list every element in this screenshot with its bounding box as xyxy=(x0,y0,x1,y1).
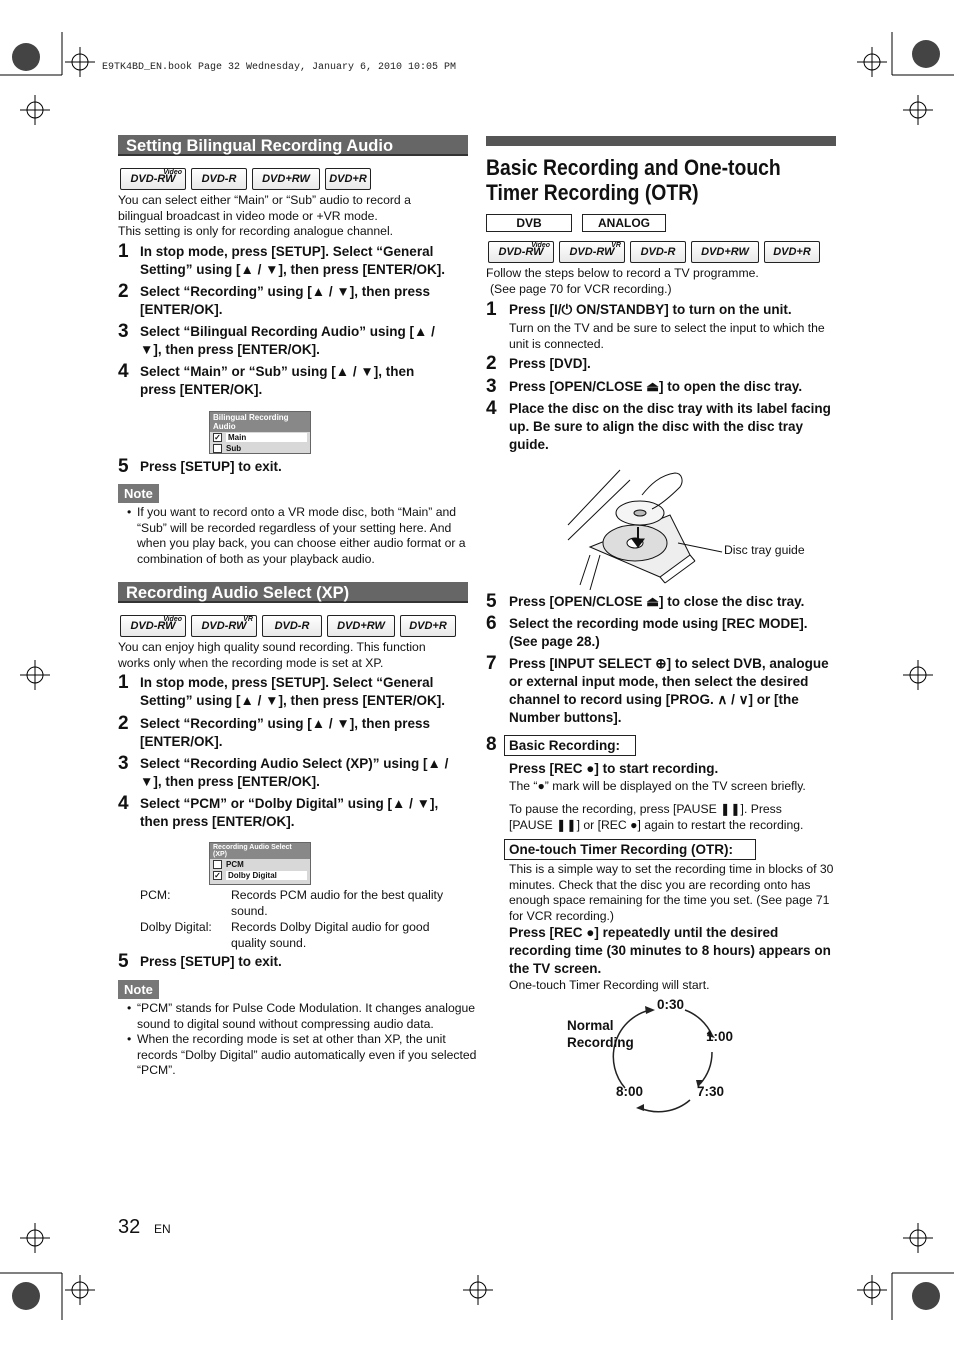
badge: DVD+RW xyxy=(252,168,320,190)
menu-row: PCM xyxy=(210,859,310,870)
def-desc: Records PCM audio for the best quality sound. xyxy=(231,888,444,918)
section-title-xp: Recording Audio Select (XP) xyxy=(118,582,468,603)
cycle-normal-label: Normal Recording xyxy=(567,1018,634,1050)
intro-text: You can enjoy high quality sound recording. This function works only when the recording mode is set at XP. xyxy=(118,640,426,670)
badge: DVD+RW xyxy=(327,615,395,637)
otr-desc: This is a simple way to set the recording time in blocks of 30 minutes. Check that the disc you are recording onto has enough space remaining for the time you set. (See page 71 for VCR recording.) xyxy=(509,862,834,923)
step-sub: One-touch Timer Recording will start. xyxy=(509,978,710,992)
badge: DVD-R xyxy=(262,615,322,637)
badge: DVD+R xyxy=(400,615,456,637)
page-number: 32 xyxy=(118,1216,141,1238)
step-text: Press [SETUP] to exit. xyxy=(140,459,282,474)
step-text: Place the disc on the disc tray with its label facing up. Be sure to align the disc with the disc tray guide. xyxy=(509,401,831,452)
step-number: 5 xyxy=(486,591,497,612)
step-sub: To pause the recording, press [PAUSE ❚❚]. Press [PAUSE ❚❚] or [REC ●] again to restart the recording. xyxy=(509,802,804,832)
badge: VR DVD-RW xyxy=(559,241,625,263)
menu-title: Bilingual Recording Audio xyxy=(210,412,310,432)
header-line: E9TK4BD_EN.book Page 32 Wednesday, January 6, 2010 10:05 PM xyxy=(102,62,457,73)
basic-recording-label: Basic Recording: xyxy=(504,735,636,756)
def-desc: Records Dolby Digital audio for good quality sound. xyxy=(231,920,430,950)
note-item: • “PCM” stands for Pulse Code Modulation. It changes analogue sound to digital sound without compressing audio data. xyxy=(137,1001,477,1032)
step-text: Press [OPEN/CLOSE ⏏] to open the disc tray. xyxy=(509,379,803,394)
note-list-1 xyxy=(127,505,477,567)
badge: DVD+RW xyxy=(691,241,759,263)
step-text: Press [I/⏻ ON/STANDBY] to turn on the unit. xyxy=(509,302,792,317)
menu-title: Recording Audio Select (XP) xyxy=(210,843,310,859)
step-text: Select “Recording” using [▲ / ▼], then press [ENTER/OK]. xyxy=(140,284,431,317)
def-term: Dolby Digital: xyxy=(140,920,212,934)
step-text: Select “PCM” or “Dolby Digital” using [▲ / ▼], then press [ENTER/OK]. xyxy=(140,796,439,829)
step-number: 1 xyxy=(118,241,129,262)
step-sub: Turn on the TV and be sure to select the input to which the unit is connected. xyxy=(509,321,825,351)
note-item: • When the recording mode is set at other than XP, the unit records “Dolby Digital” audio automatically even if you selected “PCM”. xyxy=(137,1032,477,1079)
cycle-t3: 7:30 xyxy=(697,1084,725,1099)
menu-row: Sub xyxy=(210,443,310,454)
step-text: Select “Bilingual Recording Audio” using [▲ / ▼], then press [ENTER/OK]. xyxy=(140,324,435,357)
intro-text xyxy=(118,193,448,240)
step-number: 7 xyxy=(486,653,497,674)
step-number: 5 xyxy=(118,951,129,972)
intro-text xyxy=(486,266,836,297)
step-sub: The “●” mark will be displayed on the TV screen briefly. xyxy=(509,779,806,793)
step-text: Press [DVD]. xyxy=(509,356,591,371)
disc-tray-illustration xyxy=(560,465,740,590)
disc-badges-3 xyxy=(488,241,820,263)
badge: DVD-R xyxy=(630,241,686,263)
step-number: 4 xyxy=(118,793,129,814)
note-label: Note xyxy=(118,980,159,999)
step-number: 1 xyxy=(486,299,497,320)
step-number: 6 xyxy=(486,613,497,634)
cycle-t2: 1:00 xyxy=(706,1029,734,1044)
tab-analog: ANALOG xyxy=(582,214,666,232)
intro-line: You can select either “Main” or “Sub” audio to record a bilingual broadcast in video mode or +VR mode. xyxy=(118,193,411,223)
intro-line: Follow the steps below to record a TV programme. xyxy=(486,266,759,280)
disc-tray-guide-label: Disc tray guide xyxy=(724,543,805,557)
intro-line: (See page 70 for VCR recording.) xyxy=(490,281,672,296)
badge: Video DVD-RW xyxy=(488,241,554,263)
step-text: Press [INPUT SELECT ⊕] to select DVB, analogue or external input mode, then select the desired channel to record using [PROG. ∧ / ∨] or [the Number buttons]. xyxy=(509,656,829,725)
badge: VR DVD-RW xyxy=(191,615,257,637)
page-title: Basic Recording and One-touch Timer Recording (OTR) xyxy=(486,155,781,205)
step-text: Press [REC ●] to start recording. xyxy=(509,761,719,776)
menu-row: ✓ Main xyxy=(210,432,310,443)
badge: DVD+R xyxy=(764,241,820,263)
language-code: EN xyxy=(154,1222,171,1236)
title-bar xyxy=(486,136,836,146)
tab-dvb: DVB xyxy=(486,214,572,232)
def-term: PCM: xyxy=(140,888,171,902)
menu-screenshot-xp xyxy=(209,842,311,885)
step-text: Press [OPEN/CLOSE ⏏] to close the disc tray. xyxy=(509,594,805,609)
disc-badges-2 xyxy=(120,615,456,637)
step-number: 3 xyxy=(486,376,497,397)
step-number: 2 xyxy=(118,281,129,302)
cycle-t1: 0:30 xyxy=(657,997,685,1012)
badge: DVD-R xyxy=(191,168,247,190)
menu-screenshot-bilingual xyxy=(209,411,311,454)
step-number: 3 xyxy=(118,321,129,342)
step-text: Press [SETUP] to exit. xyxy=(140,954,282,969)
note-item: • If you want to record onto a VR mode disc, both “Main” and “Sub” will be recorded regardless of your setting here. And when you play back, you can choose either audio format or a combination of both as your playback audio. xyxy=(137,505,477,567)
badge: Video DVD-RW xyxy=(120,168,186,190)
step-text: Select “Main” or “Sub” using [▲ / ▼], then press [ENTER/OK]. xyxy=(140,364,415,397)
step-number: 1 xyxy=(118,672,129,693)
intro-line: This setting is only for recording analogue channel. xyxy=(118,224,394,238)
note-label: Note xyxy=(118,484,159,503)
step-text: Select “Recording Audio Select (XP)” using [▲ / ▼], then press [ENTER/OK]. xyxy=(140,756,449,789)
step-text: Press [REC ●] repeatedly until the desired recording time (30 minutes to 8 hours) appears on the TV screen. xyxy=(509,925,831,976)
step-text: In stop mode, press [SETUP]. Select “General Setting” using [▲ / ▼], then press [ENTER/OK]. xyxy=(140,244,445,277)
step-number: 8 xyxy=(486,734,497,755)
step-number: 4 xyxy=(486,398,497,419)
badge: Video DVD-RW xyxy=(120,615,186,637)
step-number: 3 xyxy=(118,753,129,774)
step-text: In stop mode, press [SETUP]. Select “General Setting” using [▲ / ▼], then press [ENTER/OK]. xyxy=(140,675,445,708)
disc-badges-1 xyxy=(120,168,371,190)
step-number: 4 xyxy=(118,361,129,382)
section-title-bilingual: Setting Bilingual Recording Audio xyxy=(118,135,468,156)
otr-label: One-touch Timer Recording (OTR): xyxy=(504,839,756,860)
badge: DVD+R xyxy=(325,168,371,190)
step-text: Select “Recording” using [▲ / ▼], then press [ENTER/OK]. xyxy=(140,716,431,749)
note-list-2 xyxy=(127,1001,477,1079)
step-number: 2 xyxy=(118,713,129,734)
step-text: Select the recording mode using [REC MODE]. (See page 28.) xyxy=(509,616,808,649)
step-number: 2 xyxy=(486,353,497,374)
step-number: 5 xyxy=(118,456,129,477)
cycle-t4: 8:00 xyxy=(616,1084,644,1099)
menu-row: ✓ Dolby Digital xyxy=(210,870,310,881)
